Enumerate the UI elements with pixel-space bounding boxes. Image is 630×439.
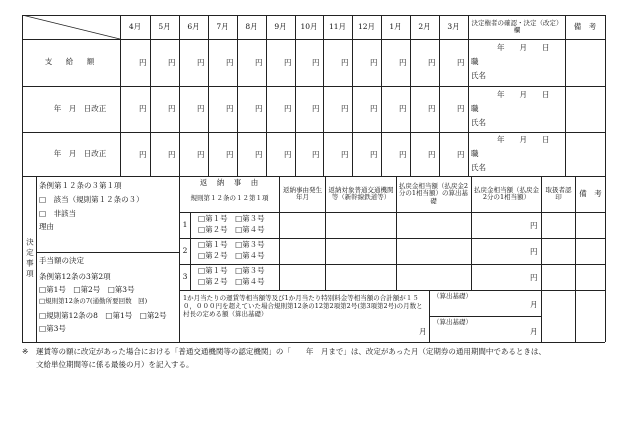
rule [541,176,542,342]
decision-not-applies: □ 非該当 [39,209,77,218]
approver-name: 氏名 [471,71,486,80]
rule [439,15,440,176]
yen-mark: 円 [370,58,378,67]
refund-target-header: 返納対象普通交通機関等（新幹線鉄道等） [328,185,394,201]
yen-mark: 円 [255,150,263,159]
decision-reason: 理由 [39,222,54,231]
yen-mark: 円 [139,58,147,67]
rule [381,15,382,176]
approval-date: 年 月 日 [497,135,550,144]
approver-post: 職 [471,149,479,158]
month-mark: 月 [530,327,538,336]
month-header: 7月 [216,21,229,31]
amount-article: 条例第12条の3第2項 [39,272,111,281]
approver-post: 職 [471,104,479,113]
yen-mark: 円 [428,104,436,113]
handler-seal-header: 取扱者認 印 [545,185,578,201]
approver-header: 決定権者の確認・決定（改定）欄 [471,18,563,34]
rule [295,15,296,176]
yen-mark: 円 [530,247,538,256]
yen-mark: 円 [312,58,320,67]
yen-mark: 円 [197,58,205,67]
decision-side-label: 決定事項 [25,238,35,280]
row-number: 2 [182,245,188,255]
yen-mark: 円 [399,104,407,113]
rule [179,15,180,176]
yen-mark: 円 [341,150,349,159]
footnote-line: 文給単位期間等に係る最後の月）を記入する。 [36,360,194,369]
refund-reason-header: 返 納 事 由 [199,177,260,187]
approval-date: 年 月 日 [497,90,550,99]
row-label-amount: 支 給 額 [44,57,98,67]
amount-option: □規則第12条の8 □第1号 □第2号 [39,311,167,320]
yen-mark: 円 [312,150,320,159]
amount-title: 手当額の決定 [39,256,84,265]
month-header: 12月 [357,21,376,31]
yen-mark: 円 [341,58,349,67]
rule [323,15,324,176]
yen-mark: 円 [284,58,292,67]
month-header: 6月 [187,21,200,31]
reason-options: □第２号 □第４号 [198,251,265,260]
header-diagonal [22,15,120,39]
yen-mark: 円 [370,150,378,159]
yen-mark: 円 [139,104,147,113]
rule [120,15,121,176]
refund-calc-header: 払戻金相当額（払戻金2分の1相当額）の算出基礎 [398,181,469,205]
row-label-revision: 年 月 日改正 [53,148,107,158]
footnote-line: 運賃等の額に改定があった場合における「普通交通機関等の認定機関」の「 年 月まで」は、改定があった月（定期券の通用期間中であるときは、 [36,347,546,356]
yen-mark: 円 [370,104,378,113]
rule [36,176,37,342]
footnote-mark: ※ [22,347,29,356]
yen-mark: 円 [312,104,320,113]
month-header: 8月 [245,21,258,31]
month-mark: 月 [530,300,538,309]
yen-mark: 円 [399,58,407,67]
month-header: 2月 [418,21,431,31]
rule [22,342,605,343]
yen-mark: 円 [428,58,436,67]
refund-reason-rule: 規則第１２条の１２第１項 [190,194,269,203]
yen-mark: 円 [226,58,234,67]
row-number: 3 [182,271,188,281]
rule [190,212,191,290]
row-number: 1 [182,219,188,229]
yen-mark: 円 [457,58,465,67]
rule [237,15,238,176]
reason-options: □第１号 □第３号 [198,240,265,249]
rule [352,15,353,176]
remarks-header: 備 考 [573,21,597,31]
amount-option: □規則第12条の7(通勤所要回数 回) [39,297,148,305]
high-fare-note: 1か月当たりの運賃等相当額等及び1か月当たり特別料金等相当額の合計額が１５０，０００円を超えていた場合規則第12条の12第2項第2号(第3項第2号)の月数と村長の定める額（算出基礎） [183,294,423,319]
refund-date-header: 返納事由発生年月 [283,185,322,201]
yen-mark: 円 [255,104,263,113]
reason-options: □第２号 □第４号 [198,277,265,286]
approver-name: 氏名 [471,163,486,172]
approver-name: 氏名 [471,118,486,127]
sub-remarks-header: 備 考 [579,188,602,198]
approver-post: 職 [471,57,479,66]
rule [36,252,179,253]
rule [396,176,397,290]
yen-mark: 円 [168,104,176,113]
rule [605,15,606,342]
rule [565,15,566,176]
yen-mark: 円 [168,58,176,67]
rule [150,15,151,176]
month-header: 3月 [447,21,460,31]
row-label-revision: 年 月 日改正 [53,103,107,113]
month-header: 5月 [158,21,171,31]
decision-applies: □ 該当（規則第１２条の３） [39,195,144,204]
yen-mark: 円 [226,104,234,113]
month-header: 10月 [300,21,318,31]
yen-mark: 円 [284,150,292,159]
reason-options: □第１号 □第３号 [198,214,265,223]
approval-date: 年 月 日 [497,43,550,52]
month-header: 1月 [389,21,402,31]
month-mark: 月 [419,327,427,336]
rule [468,15,469,176]
yen-mark: 円 [530,221,538,230]
calc-basis: （算出基礎） [433,292,472,300]
amount-option: □第3号 [39,324,66,333]
yen-mark: 円 [428,150,436,159]
rule [471,176,472,290]
yen-mark: 円 [399,150,407,159]
refund-amount-header: 払戻金相当額（払戻金2分の1相当額） [474,185,539,201]
rule [429,290,430,342]
yen-mark: 円 [139,150,147,159]
rule [22,176,605,177]
yen-mark: 円 [457,104,465,113]
rule [325,176,326,290]
rule [208,15,209,176]
reason-options: □第１号 □第３号 [198,266,265,275]
yen-mark: 円 [457,150,465,159]
yen-mark: 円 [284,104,292,113]
calc-basis: （算出基礎） [433,318,472,326]
yen-mark: 円 [341,104,349,113]
yen-mark: 円 [255,58,263,67]
yen-mark: 円 [197,150,205,159]
rule [429,316,541,317]
yen-mark: 円 [197,104,205,113]
reason-options: □第２号 □第４号 [198,225,265,234]
rule [410,15,411,176]
yen-mark: 円 [226,150,234,159]
rule [266,15,267,176]
rule [279,176,280,290]
yen-mark: 円 [168,150,176,159]
decision-article: 条例第１２条の３第１項 [39,181,122,190]
yen-mark: 円 [530,273,538,282]
amount-option: □第1号 □第2号 □第3号 [39,285,135,294]
month-header: 9月 [274,21,287,31]
month-header: 11月 [328,21,347,31]
month-header: 4月 [128,21,142,31]
